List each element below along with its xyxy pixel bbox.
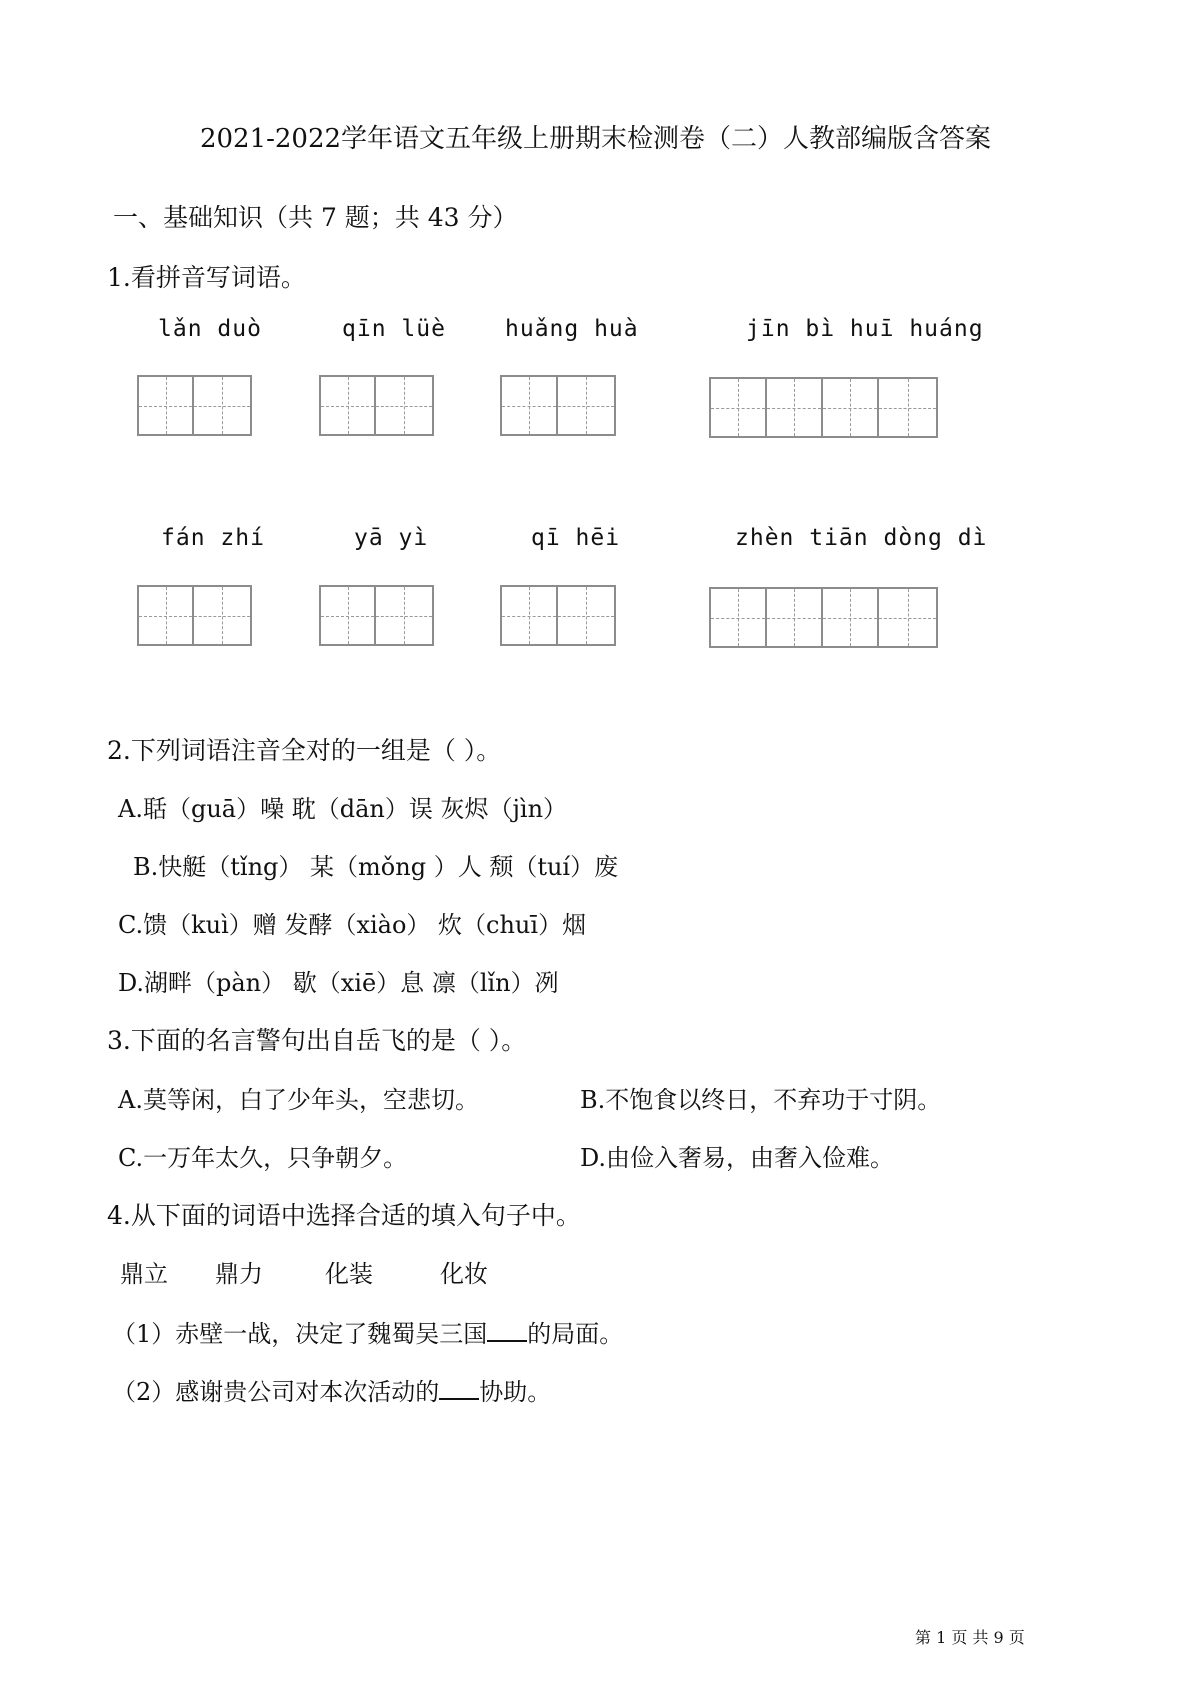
sentence-2-text-before: （2）感谢贵公司对本次活动的 <box>112 1378 440 1406</box>
question-4-stem: 4.从下面的词语中选择合适的填入句子中。 <box>107 1201 581 1230</box>
pinyin-2: qīn lüè <box>342 316 446 342</box>
sentence-1-blank[interactable] <box>487 1318 527 1342</box>
writing-grid-3[interactable] <box>500 375 616 436</box>
writing-grid-1[interactable] <box>137 375 252 436</box>
question-3-stem: 3.下面的名言警句出自岳飞的是（ ）。 <box>107 1026 527 1055</box>
sentence-1 <box>112 1314 623 1349</box>
word-option-1: 鼎立 <box>120 1260 168 1288</box>
writing-grid-4[interactable] <box>709 377 938 438</box>
pinyin-4: jīn bì huī huáng <box>746 316 984 342</box>
writing-grid-5[interactable] <box>137 585 252 646</box>
page-title: 2021-2022学年语文五年级上册期末检测卷（二）人教部编版含答案 <box>199 124 992 154</box>
sentence-2-blank[interactable] <box>439 1376 479 1400</box>
option-3c[interactable]: C.一万年太久，只争朝夕。 <box>118 1144 408 1172</box>
word-option-3: 化装 <box>325 1260 373 1288</box>
option-3d[interactable]: D.由俭入奢易，由奢入俭难。 <box>580 1144 895 1172</box>
writing-grid-7[interactable] <box>500 585 616 646</box>
option-2d[interactable]: D.湖畔（pàn） 歇（xiē）息 凛（lǐn）冽 <box>118 969 559 997</box>
option-2a[interactable]: A.聒（guā）噪 耽（dān）误 灰烬（jìn） <box>118 795 568 823</box>
word-option-2: 鼎力 <box>215 1260 263 1288</box>
section-heading: 一、基础知识（共 7 题；共 43 分） <box>113 203 518 232</box>
question-2-stem: 2.下列词语注音全对的一组是（ ）。 <box>107 736 502 765</box>
page-footer: 第 1 页 共 9 页 <box>915 1628 1025 1647</box>
writing-grid-8[interactable] <box>709 587 938 648</box>
writing-grid-6[interactable] <box>319 585 434 646</box>
option-3b[interactable]: B.不饱食以终日，不弃功于寸阴。 <box>580 1086 942 1114</box>
pinyin-7: qī hēi <box>531 525 621 551</box>
pinyin-1: lǎn duò <box>158 316 262 342</box>
option-2b[interactable]: B.快艇（tǐng） 某（mǒng ）人 颓（tuí）废 <box>133 853 619 881</box>
sentence-2 <box>112 1372 551 1407</box>
sentence-2-text-after: 协助。 <box>479 1378 552 1406</box>
pinyin-6: yā yì <box>354 525 429 551</box>
pinyin-5: fán zhí <box>161 525 265 551</box>
sentence-1-text-before: （1）赤壁一战，决定了魏蜀吴三国 <box>112 1320 488 1348</box>
option-3a[interactable]: A.莫等闲，白了少年头，空悲切。 <box>118 1086 479 1114</box>
word-option-4: 化妆 <box>440 1260 488 1288</box>
pinyin-8: zhèn tiān dòng dì <box>735 525 988 551</box>
option-2c[interactable]: C.馈（kuì）赠 发酵（xiào） 炊（chuī）烟 <box>118 911 587 939</box>
writing-grid-2[interactable] <box>319 375 434 436</box>
question-1-stem: 1.看拼音写词语。 <box>107 263 306 292</box>
sentence-1-text-after: 的局面。 <box>527 1320 624 1348</box>
pinyin-3: huǎng huà <box>505 316 639 342</box>
